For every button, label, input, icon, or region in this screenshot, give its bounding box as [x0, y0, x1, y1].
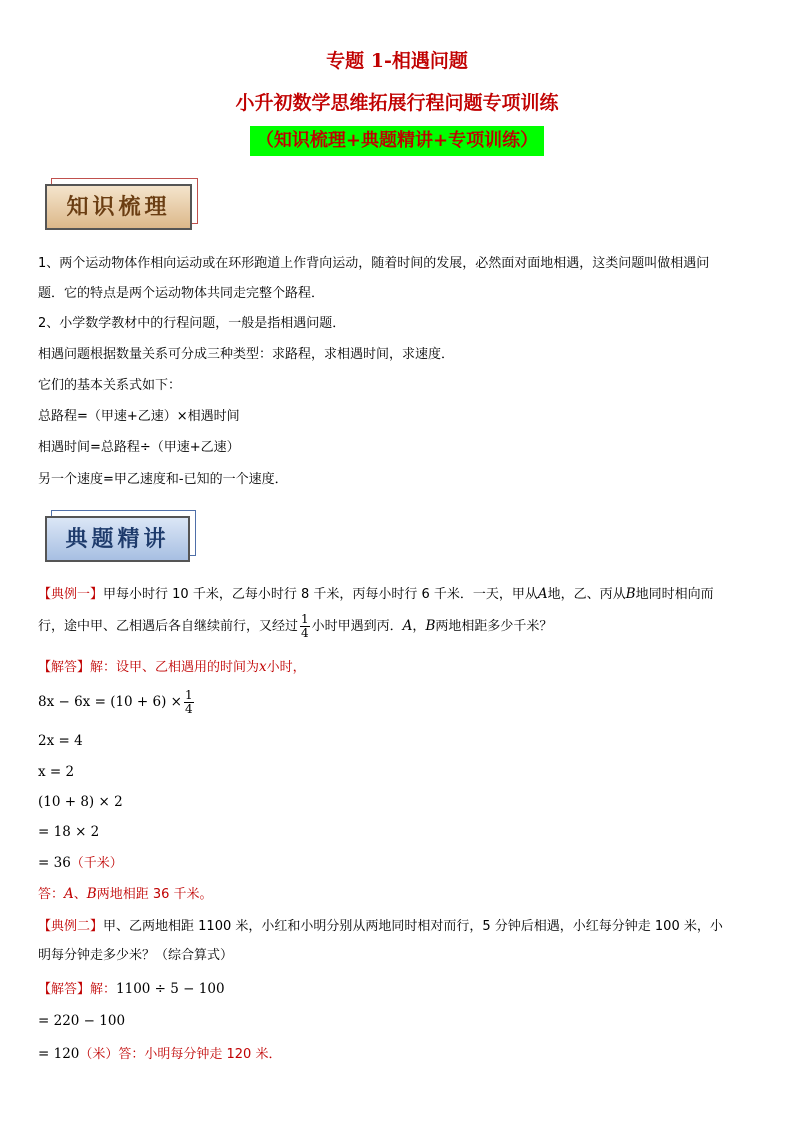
text: ， — [412, 619, 426, 634]
equation-text: 1100 ÷ 5 − 100 — [116, 981, 225, 997]
doc-subtitle: 小升初数学思维拓展行程问题专项训练 — [235, 92, 559, 114]
badge-label: 典题精讲 — [45, 516, 190, 562]
example1-line2 — [38, 612, 760, 641]
denominator: 4 — [185, 702, 193, 716]
numerator: 1 — [185, 688, 193, 702]
text: 地同时相向而 — [635, 587, 714, 602]
badge-label: 知识梳理 — [45, 184, 192, 230]
formula-total-distance: 总路程=（甲速+乙速）×相遇时间 — [38, 409, 240, 424]
equation-6 — [38, 853, 760, 874]
equation-2: 2x = 4 — [38, 733, 83, 749]
var-a: A — [537, 586, 548, 602]
text: 行，途中甲、乙相遇后各自继续前行，又经过 — [38, 619, 299, 634]
text: 两地相距 36 千米。 — [96, 887, 213, 902]
example2-tag: 【典例二】 — [38, 919, 104, 934]
fraction-one-quarter — [184, 689, 194, 716]
example2-equation-2: = 220 − 100 — [38, 1013, 126, 1029]
denominator: 4 — [301, 626, 309, 640]
equation-text: = 120 — [38, 1046, 80, 1062]
var-b: B — [425, 618, 436, 634]
paragraph-1b: 题．它的特点是两个运动物体共同走完整个路程． — [38, 286, 325, 301]
paragraph-4: 它们的基本关系式如下： — [38, 378, 182, 393]
text: 、 — [73, 887, 87, 902]
answer-tag: 【解答】 — [38, 660, 91, 675]
equation-text: 8x − 6x = (10 + 6) × — [38, 694, 182, 710]
equation-text: = 36 — [38, 855, 71, 871]
example1-tag: 【典例一】 — [38, 587, 104, 602]
example2-answer-line — [38, 979, 760, 1000]
text: 解：设甲、乙相遇用的时间为 — [90, 660, 260, 675]
unit-text: （千米） — [70, 856, 123, 871]
example1-answer-intro — [38, 657, 760, 678]
var-b: B — [86, 886, 97, 902]
var-x: x — [259, 659, 267, 675]
example1-final-answer — [38, 884, 760, 905]
doc-subtitle-banner — [0, 126, 794, 156]
equation-3: x = 2 — [38, 764, 75, 780]
text: 小时， — [266, 660, 306, 675]
doc-title: 专题 1-相遇问题 — [326, 50, 468, 72]
paragraph-2: 2、小学数学教材中的行程问题，一般是指相遇问题． — [38, 316, 346, 331]
text: 两地相距多少千米？ — [435, 619, 553, 634]
example2-line2: 明每分钟走多少米？（综合算式） — [38, 948, 234, 963]
section-badge-examples — [45, 516, 190, 562]
numerator: 1 — [301, 612, 309, 626]
text: 答： — [38, 887, 65, 902]
formula-other-speed: 另一个速度=甲乙速度和-已知的一个速度． — [38, 472, 288, 487]
equation-4: (10 + 8) × 2 — [38, 794, 123, 810]
example2-line1 — [38, 917, 760, 937]
equation-5: = 18 × 2 — [38, 824, 100, 840]
fraction-one-quarter — [300, 613, 310, 640]
text: 甲、乙两地相距 1100 米，小红和小明分别从两地同时相对而行，5 分钟后相遇，小红每分钟走 100 米，小 — [103, 919, 723, 934]
var-a: A — [64, 886, 74, 902]
text: 小时甲遇到丙． — [311, 619, 403, 634]
text: 解： — [90, 982, 117, 997]
answer-tag: 【解答】 — [38, 982, 91, 997]
answer-text: （米）答：小明每分钟走 120 米． — [79, 1047, 282, 1062]
equation-1 — [38, 688, 760, 716]
paragraph-3: 相遇问题根据数量关系可分成三种类型：求路程，求相遇时间，求速度． — [38, 347, 455, 362]
example1-line1 — [38, 584, 760, 605]
text: 甲每小时行 10 千米，乙每小时行 8 千米，丙每小时行 6 千米．一天，甲从 — [103, 587, 538, 602]
var-b: B — [625, 586, 636, 602]
formula-meet-time: 相遇时间=总路程÷（甲速+乙速） — [38, 440, 240, 455]
text: 地，乙、丙从 — [547, 587, 626, 602]
doc-subtitle-highlight: （知识梳理+典题精讲+专项训练） — [250, 126, 544, 156]
example2-equation-3 — [38, 1044, 760, 1065]
section-badge-knowledge — [45, 184, 192, 230]
var-a: A — [402, 618, 413, 634]
paragraph-1a: 1、两个运动物体作相向运动或在环形跑道上作背向运动，随着时间的发展，必然面对面地相遇，这类问题叫做相遇问 — [38, 256, 710, 271]
